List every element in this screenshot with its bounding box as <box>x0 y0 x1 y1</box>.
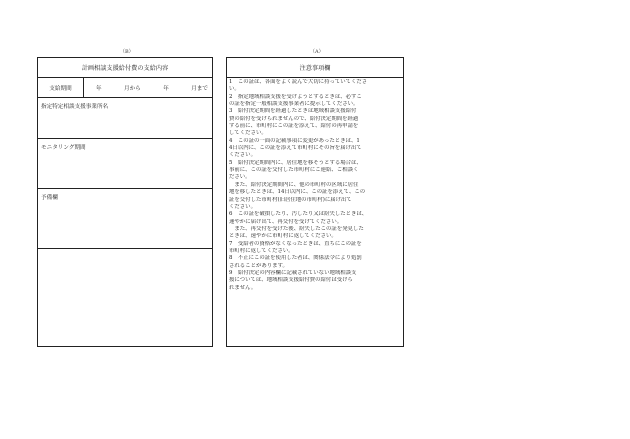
notice-line: 2 指定地域相談支援を受けようとするときは、必ずこ <box>229 93 362 100</box>
notice-title: 注意事項欄 <box>227 58 403 78</box>
notice-line: ください。 <box>229 203 256 210</box>
notice-line: い。 <box>229 86 240 93</box>
notice-line: 援については、地域相談支援給付費の給付は受けら <box>229 277 353 284</box>
notice-line: 費の給付を受けられませんので、給付決定期間を経過 <box>229 115 359 122</box>
benefit-content-panel <box>37 57 213 347</box>
notice-line: されることがあります。 <box>229 262 288 269</box>
notice-line: また、再交付を受けた後、紛失したこの証を発見した <box>229 225 364 232</box>
notice-line: 9 給付決定の内容欄に記載されていない地域相談支 <box>229 269 357 276</box>
side-label-a: （A） <box>310 49 324 55</box>
notice-line: ださい。 <box>229 174 251 181</box>
notice-line: する前に、市町村にこの証を添えて、給付の再申請を <box>229 123 359 130</box>
notice-line: 地を移したときは、14日以内に、この証を添えて、この <box>229 189 366 196</box>
notice-line: 速やかに届け出て、再交付を受けてください。 <box>229 218 343 225</box>
notice-line: また、給付決定期間内に、他の市町村の区域に居住 <box>229 181 359 188</box>
panel-title: 計画相談支援給付費の支給内容 <box>38 58 212 78</box>
notice-line: 4 この証の一面の記載事項に変更があったときは、1 <box>229 137 360 144</box>
notice-line: 3 給付決定期間を経過したときは地域相談支援給付 <box>229 108 357 115</box>
notice-line: 証を交付した市町村(旧居住地の市町村)に届け出て <box>229 196 352 203</box>
notice-line: 事前に、この証を交付した市町村にご連絡、ご相談く <box>229 167 359 174</box>
benefit-period-row <box>38 78 212 98</box>
period-label: 支給期間 <box>38 78 84 97</box>
notes-label: 予備欄 <box>41 195 58 201</box>
notes-blank-area <box>38 248 212 349</box>
side-label-b: （B） <box>120 49 134 55</box>
notice-line: してください。 <box>229 130 267 137</box>
notice-line: の証を指定一般相談支援事業者に提示してください。 <box>229 101 359 108</box>
monitoring-row <box>38 139 212 189</box>
notice-line: 7 受給者の資格がなくなったときは、直ちにこの証を <box>229 240 362 247</box>
notice-body <box>227 78 403 292</box>
notice-line: 8 不正にこの証を使用した者は、関係法令により処罰 <box>229 255 362 262</box>
monitoring-label: モニタリング期間 <box>41 145 86 151</box>
period-to-month: 月まで <box>191 85 208 92</box>
notice-line: 1 この証は、各面をよく読んで大切に持っていてくださ <box>229 79 368 85</box>
provider-label: 指定特定相談支援事業所名 <box>41 104 109 110</box>
notes-row <box>38 189 212 248</box>
notice-line: 市町村に返してください。 <box>229 247 294 254</box>
notice-line: ください。 <box>229 152 256 159</box>
notice-line: 5 給付決定期間内に、居住地を移そうとする場合は、 <box>229 159 362 166</box>
period-from-month: 月から <box>124 85 141 92</box>
notice-line: 6 この証を破損したり、汚したり又は紛失したときは、 <box>229 211 368 218</box>
period-to-year: 年 <box>163 85 169 92</box>
provider-row <box>38 98 212 139</box>
period-from-year: 年 <box>96 85 102 92</box>
notice-panel <box>226 57 404 347</box>
notice-line: れません。 <box>229 284 257 291</box>
notice-line: 4日以内に、この証を添えて市町村にその旨を届け出て <box>229 145 362 152</box>
period-value <box>84 84 212 92</box>
notice-line: ときは、速やかに市町村に返してください。 <box>229 233 337 240</box>
